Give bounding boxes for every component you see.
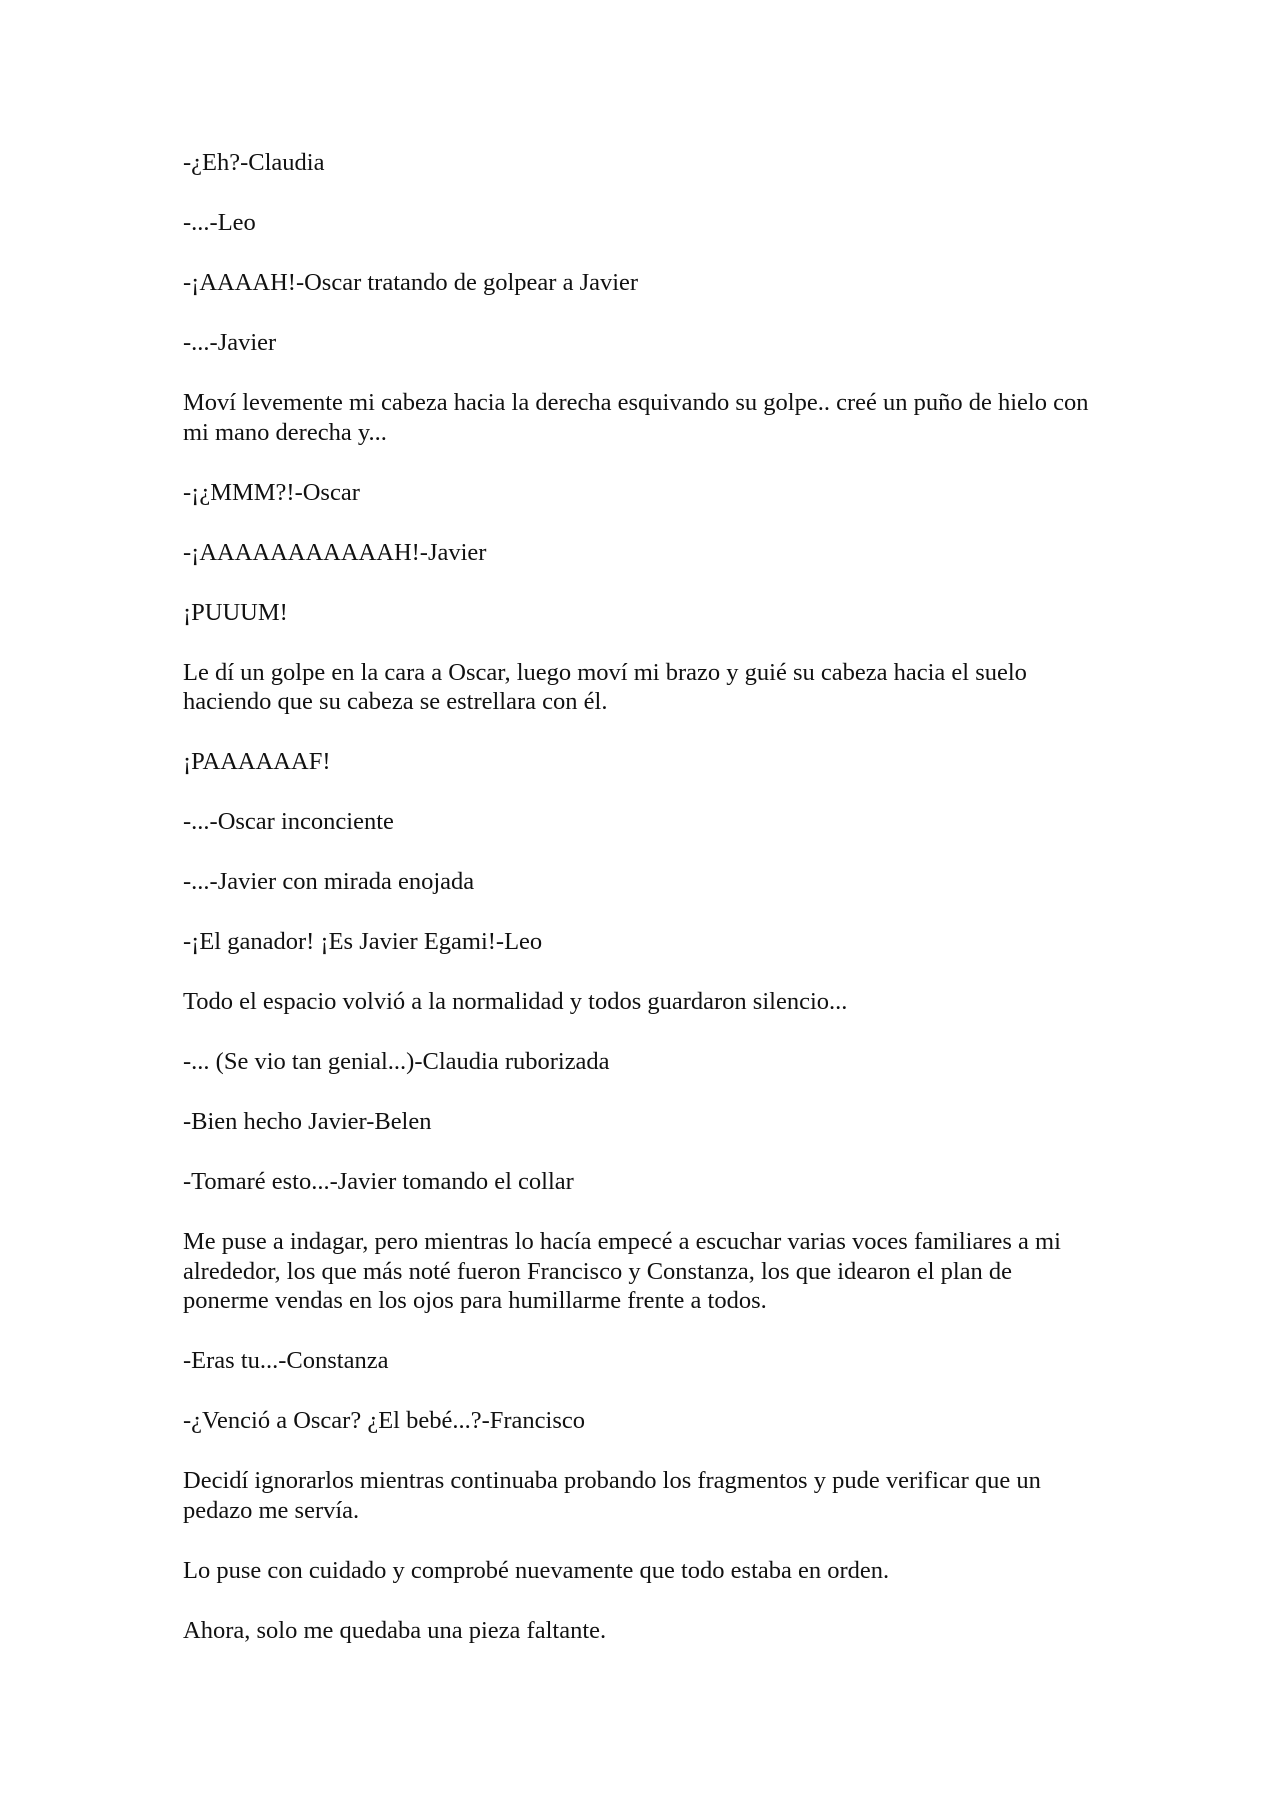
paragraph: -Tomaré esto...-Javier tomando el collar [183, 1168, 574, 1195]
paragraph: Decidí ignorarlos mientras continuaba probando los fragmentos y pude verificar que un pedazo me servía. [183, 1467, 1041, 1524]
paragraph: -¡AAAAH!-Oscar tratando de golpear a Javier [183, 269, 639, 296]
paragraph: -Bien hecho Javier-Belen [183, 1108, 432, 1135]
paragraph: -¡AAAAAAAAAAAH!-Javier [183, 538, 487, 566]
paragraph: ¡PAAAAAAF! [183, 748, 331, 775]
paragraph: -¡El ganador! ¡Es Javier Egami!-Leo [183, 928, 543, 955]
paragraph: Todo el espacio volvió a la normalidad y todos guardaron silencio... [183, 988, 848, 1015]
paragraph: -...-Javier [183, 329, 277, 356]
paragraph: -¿Venció a Oscar? ¿El bebé...?-Francisco [183, 1407, 586, 1434]
paragraph: Moví levemente mi cabeza hacia la derecha esquivando su golpe.. creé un puño de hielo con mi mano derecha y... [183, 389, 1089, 446]
paragraph: -... (Se vio tan genial...)-Claudia ruborizada [183, 1048, 610, 1075]
paragraph: -...-Leo [183, 209, 256, 236]
paragraph: -Eras tu...-Constanza [183, 1347, 389, 1374]
paragraph: -¿Eh?-Claudia [183, 149, 325, 176]
paragraph: -...-Oscar inconciente [183, 808, 394, 835]
paragraph: Me puse a indagar, pero mientras lo hacía empecé a escuchar varias voces familiares a mi alrededor, los que más noté fueron Francisco y Constanza, los que idearon el plan de ponerme vendas en los ojos para humillarme frente a todos. [183, 1228, 1061, 1314]
paragraph: Le dí un golpe en la cara a Oscar, luego moví mi brazo y guié su cabeza hacia el suelo haciendo que su cabeza se estrellara con él. [183, 658, 1027, 715]
paragraph: -...-Javier con mirada enojada [183, 868, 475, 895]
document-body [183, 148, 1103, 1676]
paragraph: Lo puse con cuidado y comprobé nuevamente que todo estaba en orden. [183, 1556, 890, 1584]
paragraph: ¡PUUUM! [183, 598, 288, 626]
paragraph: Ahora, solo me quedaba una pieza faltante. [183, 1616, 607, 1644]
paragraph: -¡¿MMM?!-Oscar [183, 478, 360, 506]
